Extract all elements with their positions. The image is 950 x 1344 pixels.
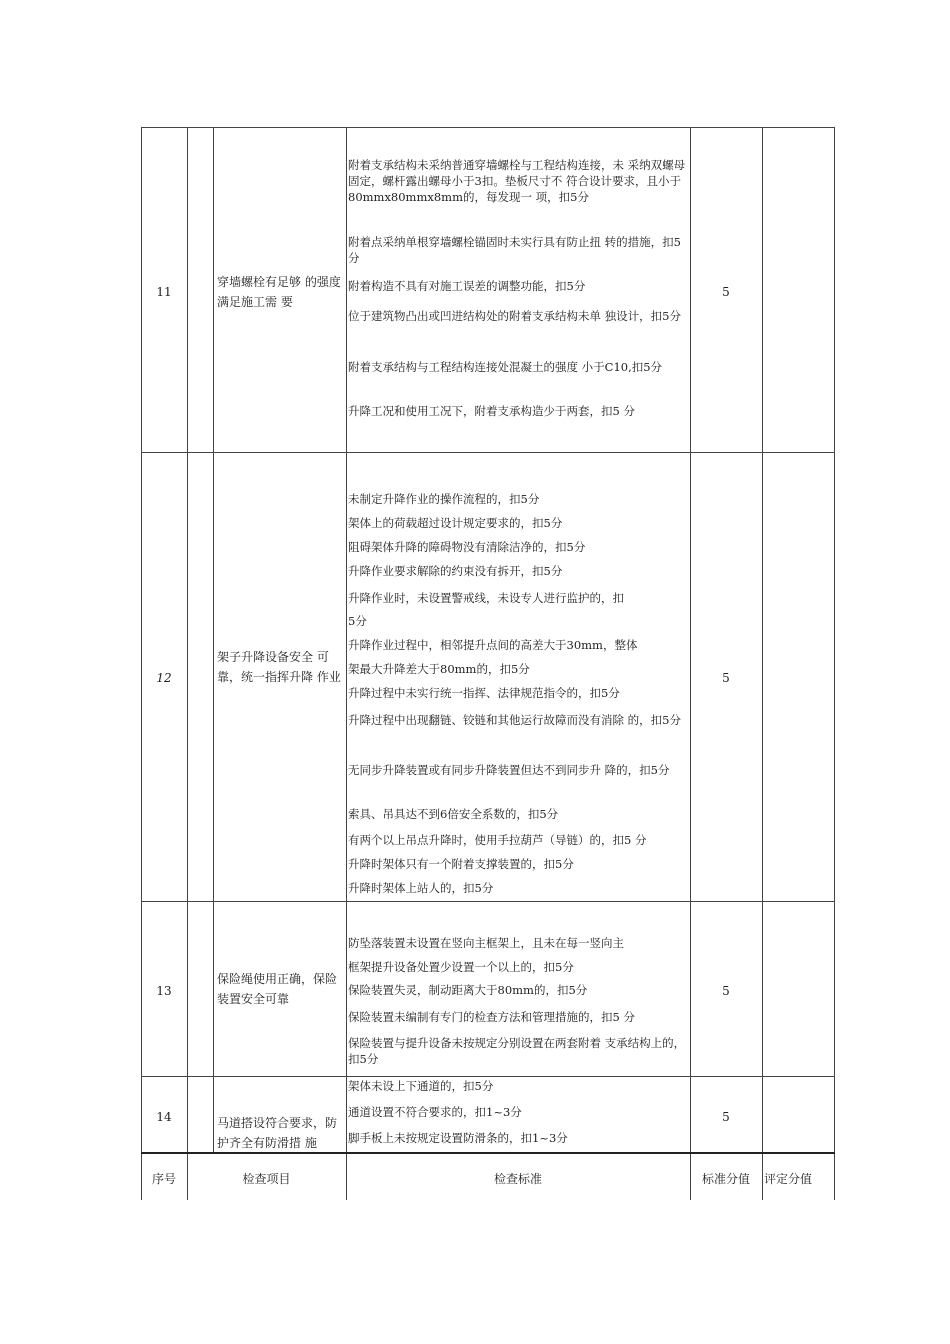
standard-score: 5 bbox=[722, 285, 730, 299]
criteria-line: 无同步升降装置或有同步升降装置但达不到同步升 降的，扣5分 bbox=[348, 763, 670, 777]
header-score: 标准分值 bbox=[701, 1172, 750, 1186]
check-item: 马道搭设符合要求，防护齐全有防滑措 施 bbox=[217, 1116, 338, 1150]
table-border-right bbox=[834, 127, 835, 1200]
row-number: 13 bbox=[156, 984, 172, 998]
criteria-line: 升降过程中出现翻链、铰链和其他运行故障而没有消除 的，扣5分 bbox=[348, 713, 681, 727]
criteria-line: 升降作业要求解除的约束没有拆开，扣5分 bbox=[348, 564, 563, 578]
table-border-top bbox=[141, 127, 835, 128]
criteria-line: 附着支承结构未采纳普通穿墙螺栓与工程结构连接，未 采纳双螺母固定，螺杆露出螺母小于3扣。垫板尺寸不 符合设计要求，且小于80mmx80mmx8mm的，每发现一 项，扣5分 bbox=[348, 158, 686, 204]
check-item: 穿墙螺栓有足够 的强度满足施工需 要 bbox=[217, 275, 341, 309]
row-number: 11 bbox=[156, 285, 172, 299]
row-divider bbox=[141, 901, 835, 902]
standard-score: 5 bbox=[722, 1110, 730, 1124]
criteria-line: 阻碍架体升降的障碍物没有清除洁净的，扣5分 bbox=[348, 540, 586, 554]
criteria-line: 通道设置不符合要求的，扣1~3分 bbox=[348, 1105, 522, 1119]
criteria-line: 架体未设上下通道的，扣5分 bbox=[348, 1079, 494, 1093]
header-item: 检查项目 bbox=[242, 1172, 291, 1186]
header-eval: 评定分值 bbox=[764, 1172, 813, 1186]
row-number: 14 bbox=[156, 1110, 172, 1124]
criteria-line: 防坠落装置未设置在竖向主框架上，且未在每一竖向主 bbox=[348, 936, 624, 950]
column-divider-score bbox=[762, 127, 763, 1200]
row-divider bbox=[141, 452, 835, 453]
criteria-line: 升降过程中未实行统一指挥、法律规范指令的，扣5分 bbox=[348, 686, 620, 700]
criteria-line: 索具、吊具达不到6倍安全系数的，扣5分 bbox=[348, 807, 559, 821]
criteria-line: 有两个以上吊点升降时，使用手拉葫芦（导链）的，扣5 分 bbox=[348, 833, 647, 847]
column-divider-no bbox=[187, 127, 188, 1200]
header-no: 序号 bbox=[151, 1172, 176, 1186]
row-divider bbox=[141, 1076, 835, 1077]
row-number: 12 bbox=[156, 671, 172, 685]
criteria-line: 附着点采纳单根穿墙螺栓锚固时未实行具有防止扭 转的措施，扣5分 bbox=[348, 235, 681, 265]
criteria-line: 升降作业时，未设置警戒线，未设专人进行监护的，扣 bbox=[348, 591, 624, 605]
check-item: 架子升降设备安全 可靠，统一指挥升降 作业 bbox=[217, 650, 341, 684]
criteria-line: 框架提升设备处置少设置一个以上的，扣5分 bbox=[348, 960, 574, 974]
criteria-line: 保险装置失灵，制动距离大于80mm的，扣5分 bbox=[348, 983, 588, 997]
criteria-line: 位于建筑物凸出或凹进结构处的附着支承结构未单 独设计，扣5分 bbox=[348, 309, 681, 323]
standard-score: 5 bbox=[722, 984, 730, 998]
criteria-line: 保险装置未编制有专门的检查方法和管理措施的，扣5 分 bbox=[348, 1010, 635, 1024]
criteria-line: 5分 bbox=[348, 614, 367, 628]
criteria-line: 架最大升降差大于80mm的，扣5分 bbox=[348, 662, 530, 676]
criteria-line: 升降时架体上站人的，扣5分 bbox=[348, 881, 494, 895]
column-divider-group bbox=[213, 127, 214, 1153]
criteria-line: 脚手板上未按规定设置防滑条的，扣1~3分 bbox=[348, 1131, 568, 1145]
criteria-line: 升降作业过程中，相邻提升点间的高差大于30mm，整体 bbox=[348, 638, 638, 652]
criteria-line: 升降工况和使用工况下，附着支承构造少于两套，扣5 分 bbox=[348, 404, 635, 418]
criteria-line: 架体上的荷载超过设计规定要求的，扣5分 bbox=[348, 516, 563, 530]
criteria-line: 附着构造不具有对施工误差的调整功能，扣5分 bbox=[348, 279, 586, 293]
check-item: 保险绳使用正确，保险装置安全可靠 bbox=[217, 972, 338, 1006]
criteria-line: 升降时架体只有一个附着支撑装置的，扣5分 bbox=[348, 857, 574, 871]
criteria-line: 保险装置与提升设备未按规定分别设置在两套附着 支承结构上的，扣5分 bbox=[348, 1036, 686, 1066]
criteria-line: 附着支承结构与工程结构连接处混凝土的强度 小于C10,扣5分 bbox=[348, 360, 663, 374]
standard-score: 5 bbox=[722, 671, 730, 685]
criteria-line: 未制定升降作业的操作流程的，扣5分 bbox=[348, 492, 540, 506]
column-divider-item bbox=[346, 127, 347, 1200]
header-criteria: 检查标准 bbox=[493, 1172, 542, 1186]
